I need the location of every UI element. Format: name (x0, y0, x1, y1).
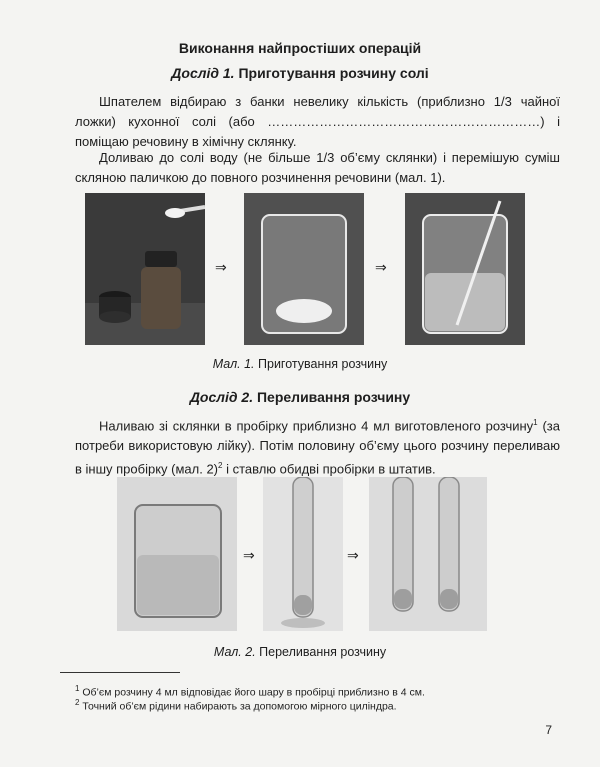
experiment-1-title: Приготування розчину солі (238, 65, 429, 81)
photo-test-tube (263, 477, 343, 631)
photo-solution-beaker (117, 477, 237, 631)
photo-stirring-solution (405, 193, 525, 345)
arrow-right-icon: ⇒ (347, 547, 359, 563)
footnote-2: $^2$ Точний об’єм рідини набирають за допомогою мірного циліндра. (75, 698, 397, 713)
figure-2-caption: Мал. 2. Переливання розчину (213, 645, 387, 659)
arrow-right-icon: ⇒ (375, 259, 387, 275)
page-number: 7 (545, 723, 552, 737)
footnote-ref-1: 1 (533, 418, 538, 427)
arrow-right-icon: ⇒ (243, 547, 255, 563)
footnote-divider (60, 672, 180, 673)
figure-1-caption: Мал. 1. Приготування розчину (212, 357, 388, 371)
footnote-1: $^1$ Об’єм розчину 4 мл відповідає його шару в пробірці приблизно в 4 см. (75, 684, 425, 699)
experiment-2-title: Переливання розчину (256, 389, 411, 405)
experiment-2-heading (0, 389, 600, 405)
photo-salt-bottle-spatula (85, 193, 205, 345)
experiment-1-paragraph-1: Шпателем відбираю з банки невелику кількість (приблизно 1/3 чайної ложки) кухонної солі (або ………………………………………………………) і поміщаю речовину в хімічну склянку. (75, 94, 560, 149)
experiment-2-label: Дослід 2. (189, 389, 254, 405)
experiment-1-heading (0, 65, 600, 81)
arrow-right-icon: ⇒ (215, 259, 227, 275)
footnote-ref-2: 2 (218, 461, 223, 471)
experiment-1-paragraph-2: Доливаю до солі воду (не більше 1/3 об’єму склянки) і перемішую суміш скляною паличкою до повного розчинення речовини (мал. 1). (75, 150, 560, 185)
experiment-1-label: Дослід 1. (171, 65, 235, 81)
photo-salt-in-beaker (244, 193, 364, 345)
experiment-2-paragraph: Наливаю зі склянки в пробірку приблизно 4 мл виготовленого розчину$^1$ (за потреби використовую лійку). Потім половину об’єму цього розчину переливаю в іншу пробірку (мал. 2)$^2$ і ставлю обидві пробірки в штатив. (75, 418, 560, 477)
section-heading: Виконання найпростіших операцій (178, 40, 422, 56)
photo-two-test-tubes (369, 477, 487, 631)
